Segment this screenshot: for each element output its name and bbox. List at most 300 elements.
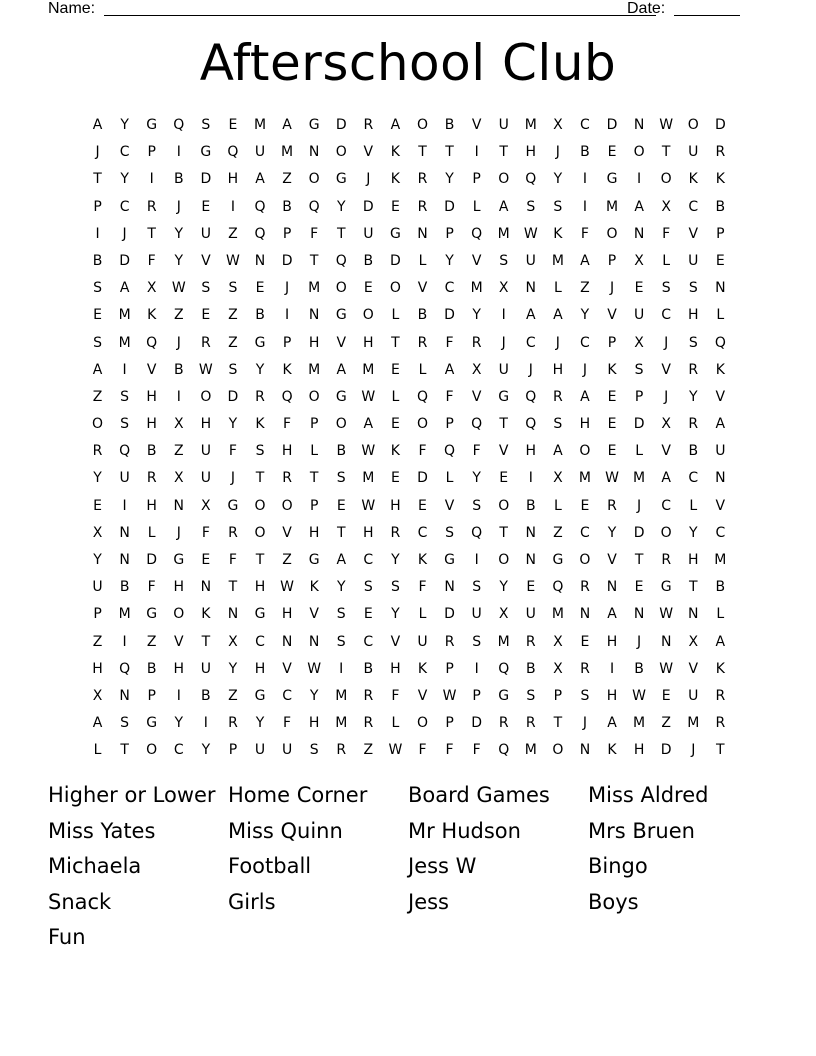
grid-letter: C [282,687,292,704]
grid-letter: S [499,252,509,269]
grid-row [84,630,734,657]
grid-letter: A [92,361,103,378]
grid-letter: M [687,715,700,732]
grid-letter: S [336,470,346,487]
grid-letter: J [95,144,100,161]
grid-letter: H [606,687,618,704]
grid-letter: E [336,497,346,514]
grid-letter: N [525,524,537,541]
grid-letter: M [335,687,348,704]
grid-letter: Y [445,171,454,188]
grid-letter: B [634,660,644,677]
grid-letter: H [173,579,185,596]
grid-letter: W [659,606,674,623]
grid-letter: K [715,361,725,378]
grid-letter: Z [363,742,374,759]
grid-letter: K [607,742,617,759]
grid-letter: L [553,497,562,514]
grid-letter: M [362,361,375,378]
grid-letter: H [579,416,591,433]
word-list-item: Miss Yates [48,818,156,843]
grid-letter: D [471,715,483,732]
grid-letter: R [282,470,292,487]
grid-letter: L [716,307,725,324]
grid-letter: P [607,334,617,351]
grid-letter: D [146,552,158,568]
grid-letter: J [582,715,588,732]
grid-letter: T [688,579,698,596]
grid-letter: Q [471,225,483,242]
grid-letter: L [391,307,400,324]
grid-letter: R [498,715,509,732]
grid-letter: M [308,361,321,378]
grid-letter: H [390,497,401,514]
grid-letter: Z [228,687,238,704]
grid-letter: Q [281,388,293,405]
grid-letter: Q [714,334,726,351]
grid-row [84,113,734,140]
grid-letter: A [634,198,644,215]
grid-letter: F [201,524,210,541]
grid-row [84,358,734,385]
grid-letter: E [390,416,400,433]
grid-letter: I [122,361,127,378]
grid-row [84,222,734,249]
grid-letter: R [417,198,428,215]
grid-letter: F [228,443,237,460]
grid-letter: F [228,552,237,568]
grid-letter: Y [336,198,346,215]
grid-letter: D [390,252,401,269]
grid-letter: J [528,361,533,378]
word-list-item: Football [228,854,312,879]
grid-letter: S [580,687,590,704]
grid-letter: O [416,117,428,133]
grid-letter: H [552,361,564,378]
grid-letter: A [92,715,103,732]
grid-letter: X [634,334,644,351]
grid-letter: L [418,252,427,269]
grid-letter: N [715,470,726,487]
grid-letter: Y [499,579,508,596]
grid-letter: F [472,742,481,759]
grid-letter: Y [445,252,454,269]
grid-letter: H [633,742,645,759]
grid-letter: I [122,497,127,514]
grid-letter: R [715,687,726,704]
grid-letter: N [119,524,130,541]
grid-letter: W [442,687,457,704]
grid-letter: G [335,388,347,405]
grid-letter: R [688,416,699,433]
grid-letter: N [308,307,320,324]
grid-letter: V [715,497,726,514]
grid-letter: M [633,715,646,732]
grid-letter: B [201,687,211,704]
grid-letter: X [661,198,671,215]
grid-letter: R [417,334,428,351]
name-line [104,15,656,16]
grid-letter: H [281,443,293,460]
grid-letter: R [336,742,347,759]
grid-letter: S [201,117,211,133]
grid-letter: H [200,416,212,433]
grid-letter: E [607,416,617,433]
grid-letter: W [361,497,376,514]
grid-letter: R [715,715,726,732]
grid-letter: R [580,579,590,596]
grid-letter: N [579,606,591,623]
grid-letter: S [228,361,238,378]
grid-letter: X [498,606,509,623]
grid-letter: X [688,633,699,650]
grid-letter: N [606,579,618,596]
grid-letter: J [664,388,669,405]
grid-letter: A [119,280,130,297]
grid-letter: V [282,524,292,541]
grid-letter: T [499,144,508,161]
grid-letter: O [335,280,347,297]
grid-letter: M [524,742,537,759]
grid-letter: M [497,225,510,242]
grid-letter: V [282,660,292,677]
grid-letter: M [253,117,267,133]
grid-letter: N [525,280,537,297]
grid-letter: O [200,388,212,405]
grid-letter: R [417,171,428,188]
grid-letter: N [633,606,645,623]
grid-letter: O [362,307,374,324]
grid-letter: K [201,606,211,623]
grid-letter: K [390,171,400,188]
grid-letter: M [118,307,131,324]
grid-letter: R [146,198,157,215]
grid-letter: X [228,633,238,650]
grid-letter: I [95,225,100,242]
grid-letter: F [445,742,454,759]
grid-letter: R [444,633,455,650]
date-label: Date: [627,0,666,17]
grid-letter: P [147,144,156,161]
date-line [674,15,740,16]
grid-letter: H [281,606,293,623]
grid-letter: G [444,552,455,568]
grid-letter: O [498,552,510,568]
grid-letter: T [255,470,265,487]
grid-letter: V [363,144,374,161]
grid-row [84,466,734,493]
grid-letter: E [93,497,102,514]
grid-letter: R [525,715,536,732]
grid-letter: M [551,252,564,269]
grid-letter: O [498,497,510,514]
grid-letter: Q [416,388,428,405]
grid-letter: E [201,198,211,215]
grid-letter: C [417,524,428,541]
grid-letter: H [308,715,320,732]
grid-letter: U [417,633,428,650]
grid-letter: A [282,117,292,133]
grid-letter: U [92,579,103,596]
grid-letter: C [119,198,130,215]
grid-letter: Z [228,225,238,242]
grid-letter: S [472,497,482,514]
grid-letter: R [661,552,672,568]
grid-letter: Q [227,144,239,161]
grid-letter: J [122,225,127,242]
grid-letter: B [363,252,374,269]
grid-letter: T [499,524,508,541]
grid-letter: I [474,144,479,161]
grid-letter: V [146,361,157,378]
grid-letter: S [553,198,563,215]
grid-letter: U [715,443,726,460]
grid-letter: S [445,524,454,541]
grid-letter: Q [444,443,456,460]
grid-letter: G [254,606,266,623]
grid-row [84,575,734,602]
grid-letter: B [146,660,157,677]
grid-letter: P [228,742,238,759]
grid-letter: Y [174,715,184,732]
grid-letter: E [363,280,373,297]
grid-letter: G [227,497,239,514]
grid-letter: R [363,117,374,133]
grid-row [84,439,734,466]
grid-letter: V [417,687,428,704]
grid-letter: P [607,252,617,269]
grid-letter: C [661,497,672,514]
grid-letter: U [200,225,211,242]
grid-letter: M [551,606,564,623]
grid-letter: R [363,715,374,732]
grid-letter: P [309,497,319,514]
grid-row [84,412,734,439]
grid-letter: H [525,443,537,460]
grid-letter: B [336,443,347,460]
grid-letter: R [688,361,699,378]
grid-letter: F [580,225,589,242]
grid-letter: P [634,388,644,405]
grid-letter: V [417,280,428,297]
grid-letter: I [176,144,181,161]
grid-letter: C [525,334,536,351]
grid-letter: B [715,579,726,596]
grid-letter: X [173,470,184,487]
grid-letter: G [254,687,266,704]
grid-letter: O [552,742,564,759]
grid-letter: Y [607,524,617,541]
grid-letter: E [607,144,617,161]
grid-letter: D [417,470,428,487]
grid-letter: J [501,334,506,351]
word-list-item: Fun [48,925,86,950]
grid-row [84,738,734,765]
word-list-item: Snack [48,889,112,914]
grid-letter: E [363,606,373,623]
grid-letter: R [390,524,401,541]
word-list [48,778,768,956]
grid-letter: J [691,742,696,759]
grid-letter: S [93,280,102,297]
grid-letter: P [93,198,102,215]
grid-letter: K [147,307,157,324]
grid-letter: T [147,225,156,242]
grid-letter: U [281,742,293,759]
grid-letter: Y [120,171,129,188]
grid-letter: P [282,225,292,242]
grid-letter: P [445,416,454,433]
grid-letter: E [255,280,265,297]
grid-letter: Q [525,388,537,405]
grid-letter: V [173,633,184,650]
grid-letter: Y [93,552,102,568]
grid-letter: J [555,144,560,161]
grid-letter: F [418,443,427,460]
grid-letter: I [339,660,344,677]
grid-letter: Z [146,633,157,650]
worksheet-header [48,0,748,20]
grid-letter: H [227,171,239,188]
grid-letter: R [715,144,726,161]
grid-letter: Y [580,307,590,324]
grid-letter: P [445,660,454,677]
grid-row [84,303,734,330]
grid-letter: Q [254,225,266,242]
grid-letter: C [580,524,590,541]
grid-letter: O [146,742,158,759]
grid-letter: M [118,606,131,623]
grid-letter: B [92,252,103,269]
grid-letter: R [363,687,374,704]
grid-letter: R [471,334,482,351]
grid-letter: K [417,660,428,677]
grid-letter: A [92,117,103,133]
grid-letter: Y [255,715,265,732]
grid-letter: U [119,470,130,487]
grid-letter: V [471,117,482,133]
grid-letter: H [390,660,401,677]
grid-letter: K [688,171,698,188]
grid-letter: I [501,307,506,324]
grid-letter: Q [173,117,185,133]
grid-letter: F [445,334,454,351]
word-list-item: Higher or Lower [48,783,216,807]
grid-letter: E [390,470,400,487]
grid-letter: B [363,660,374,677]
grid-letter: L [662,252,671,269]
grid-letter: G [389,225,401,242]
grid-letter: W [605,470,619,487]
grid-letter: C [363,633,374,650]
grid-letter: T [93,171,102,188]
grid-letter: P [282,334,292,351]
grid-letter: D [119,252,130,269]
grid-letter: D [200,171,212,188]
grid-letter: Y [120,117,129,133]
grid-row [84,249,734,276]
grid-letter: S [526,687,536,704]
grid-letter: X [471,361,482,378]
grid-letter: W [632,687,647,704]
grid-letter: K [607,361,617,378]
grid-letter: S [120,715,130,732]
grid-letter: O [335,416,347,433]
grid-letter: F [662,225,671,242]
grid-letter: T [391,334,400,351]
grid-letter: K [553,225,563,242]
grid-letter: L [445,470,454,487]
grid-letter: R [200,334,211,351]
grid-letter: T [336,225,346,242]
grid-letter: K [417,552,428,568]
grid-letter: J [230,470,235,487]
grid-letter: M [335,715,348,732]
grid-letter: N [633,225,645,242]
grid-letter: Q [471,524,483,541]
grid-letter: Y [174,225,184,242]
grid-letter: A [526,307,536,324]
grid-letter: V [715,388,726,405]
grid-letter: N [281,633,293,650]
grid-letter: S [363,579,373,596]
grid-letter: F [283,416,292,433]
grid-letter: N [417,225,428,242]
grid-letter: Z [173,307,184,324]
grid-letter: O [579,552,591,568]
grid-letter: Y [391,606,400,623]
grid-letter: I [474,660,479,677]
grid-letter: M [524,117,537,133]
grid-letter: D [714,117,726,133]
grid-letter: A [255,171,265,188]
word-list-item: Bingo [588,854,648,879]
grid-letter: N [688,606,699,623]
grid-letter: E [418,497,427,514]
grid-letter: B [255,307,265,324]
grid-letter: Z [228,307,238,324]
grid-letter: T [228,579,238,596]
grid-letter: A [336,552,347,568]
grid-letter: O [687,117,699,133]
grid-letter: Z [173,443,184,460]
grid-letter: C [363,552,374,568]
grid-row [84,602,734,629]
grid-letter: F [418,742,427,759]
grid-letter: Y [688,524,698,541]
grid-letter: O [389,280,401,297]
grid-letter: I [203,715,208,732]
grid-letter: Y [553,171,563,188]
grid-letter: Z [228,334,238,351]
grid-letter: B [525,497,536,514]
grid-letter: A [336,361,347,378]
grid-letter: S [688,280,698,297]
grid-letter: M [605,198,619,215]
grid-letter: L [635,443,643,460]
grid-letter: E [93,307,102,324]
grid-letter: Q [119,443,131,460]
grid-letter: S [661,280,671,297]
grid-letter: G [498,388,510,405]
grid-letter: R [146,470,157,487]
grid-letter: Y [255,361,265,378]
grid-letter: I [285,307,290,324]
grid-letter: B [119,579,130,596]
grid-letter: O [416,715,428,732]
grid-letter: Z [661,715,671,732]
grid-letter: W [307,660,322,677]
